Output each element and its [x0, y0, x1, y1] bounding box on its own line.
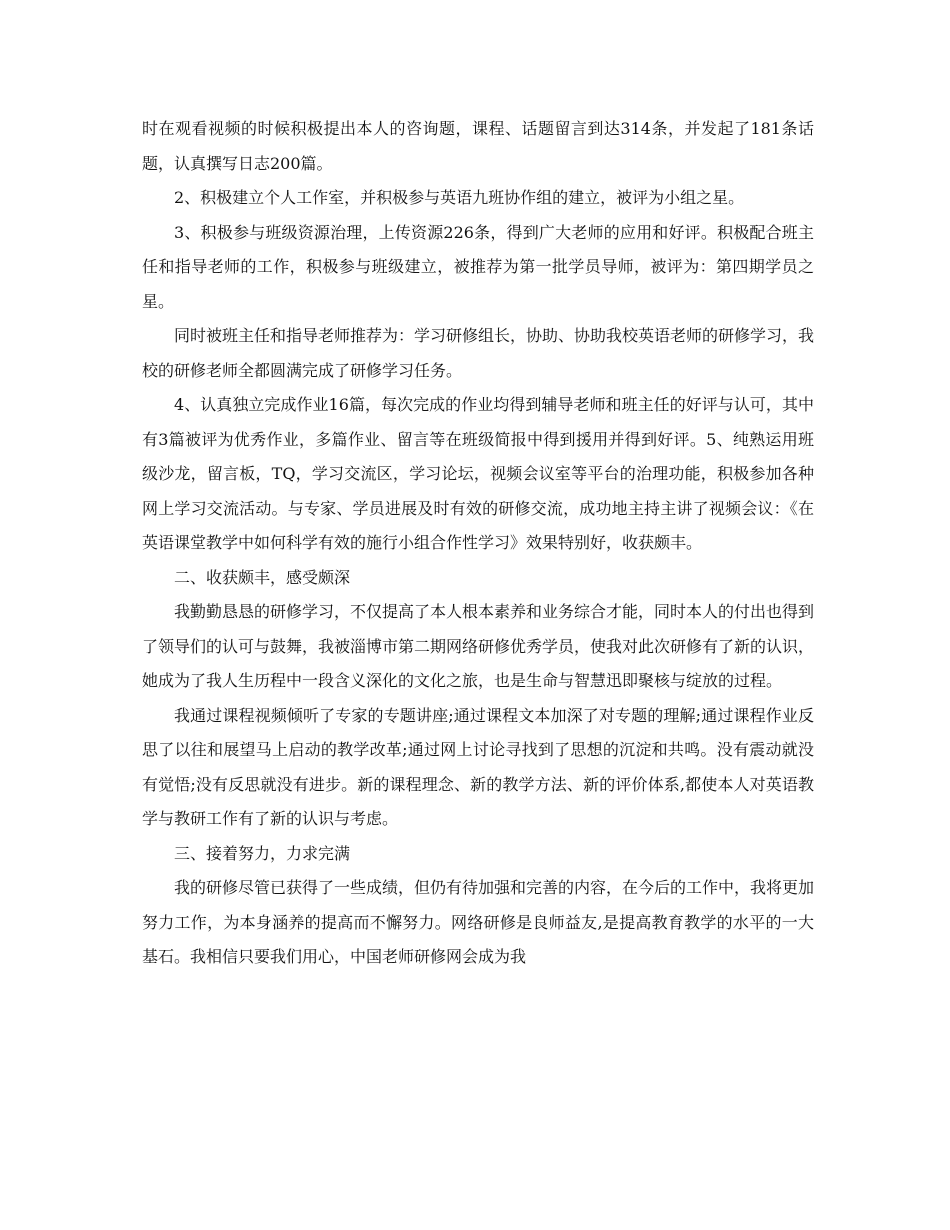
paragraph-continuation: 时在观看视频的时候积极提出本人的咨询题，课程、话题留言到达314条，并发起了181条话题，认真撰写日志200篇。	[142, 119, 814, 173]
section-heading-3: 三、接着努力，力求完满	[174, 843, 351, 863]
section-heading-2: 二、收获颇丰，感受颇深	[174, 567, 351, 587]
paragraph-item-2: 2、积极建立个人工作室，并积极参与英语九班协作组的建立，被评为小组之星。	[174, 188, 745, 207]
paragraph-item-3: 3、积极参与班级资源治理，上传资源226条，得到广大老师的应用和好评。积极配合班主任和指导老师的工作，积极参与班级建立，被推荐为第一批学员导师，被评为：第四期学员之星。	[142, 222, 814, 311]
paragraph-future: 我的研修尽管已获得了一些成绩，但仍有待加强和完善的内容，在今后的工作中，我将更加努力工作，为本身涵养的提高而不懈努力。网络研修是良师益友,是提高教育教学的水平的一大基石。我相信只要我们用心，中国老师研修网会成为我	[142, 878, 815, 966]
paragraph-reflection: 我通过课程视频倾听了专家的专题讲座;通过课程文本加深了对专题的理解;通过课程作业反思了以往和展望马上启动的教学改革;通过网上讨论寻找到了思想的沉淀和共鸣。没有震动就没有觉悟;没有反思就没有进步。新的课程理念、新的教学方法、新的评价体系,都使本人对英语教学与教研工作有了新的认识与考虑。	[142, 705, 814, 828]
paragraph-gains: 我勤勤恳恳的研修学习，不仅提高了本人根本素养和业务综合才能，同时本人的付出也得到了领导们的认可与鼓舞，我被淄博市第二期网络研修优秀学员，使我对此次研修有了新的认识，她成为了我人生历程中一段含义深化的文化之旅，也是生命与智慧迅即聚核与绽放的过程。	[142, 602, 815, 690]
document-page	[142, 112, 814, 975]
paragraph-group-leader: 同时被班主任和指导老师推荐为：学习研修组长，协助、协助我校英语老师的研修学习，我校的研修老师全都圆满完成了研修学习任务。	[142, 326, 815, 380]
paragraph-item-4-5: 4、认真独立完成作业16篇，每次完成的作业均得到辅导老师和班主任的好评与认可，其中有3篇被评为优秀作业，多篇作业、留言等在班级简报中得到援用并得到好评。5、纯熟运用班级沙龙，留言板，TQ，学习交流区，学习论坛，视频会议室等平台的治理功能，积极参加各种网上学习交流活动。与专家、学员进展及时有效的研修交流，成功地主持主讲了视频会议：《在英语课堂教学中如何科学有效的施行小组合作性学习》效果特别好，收获颇丰。	[142, 395, 814, 552]
